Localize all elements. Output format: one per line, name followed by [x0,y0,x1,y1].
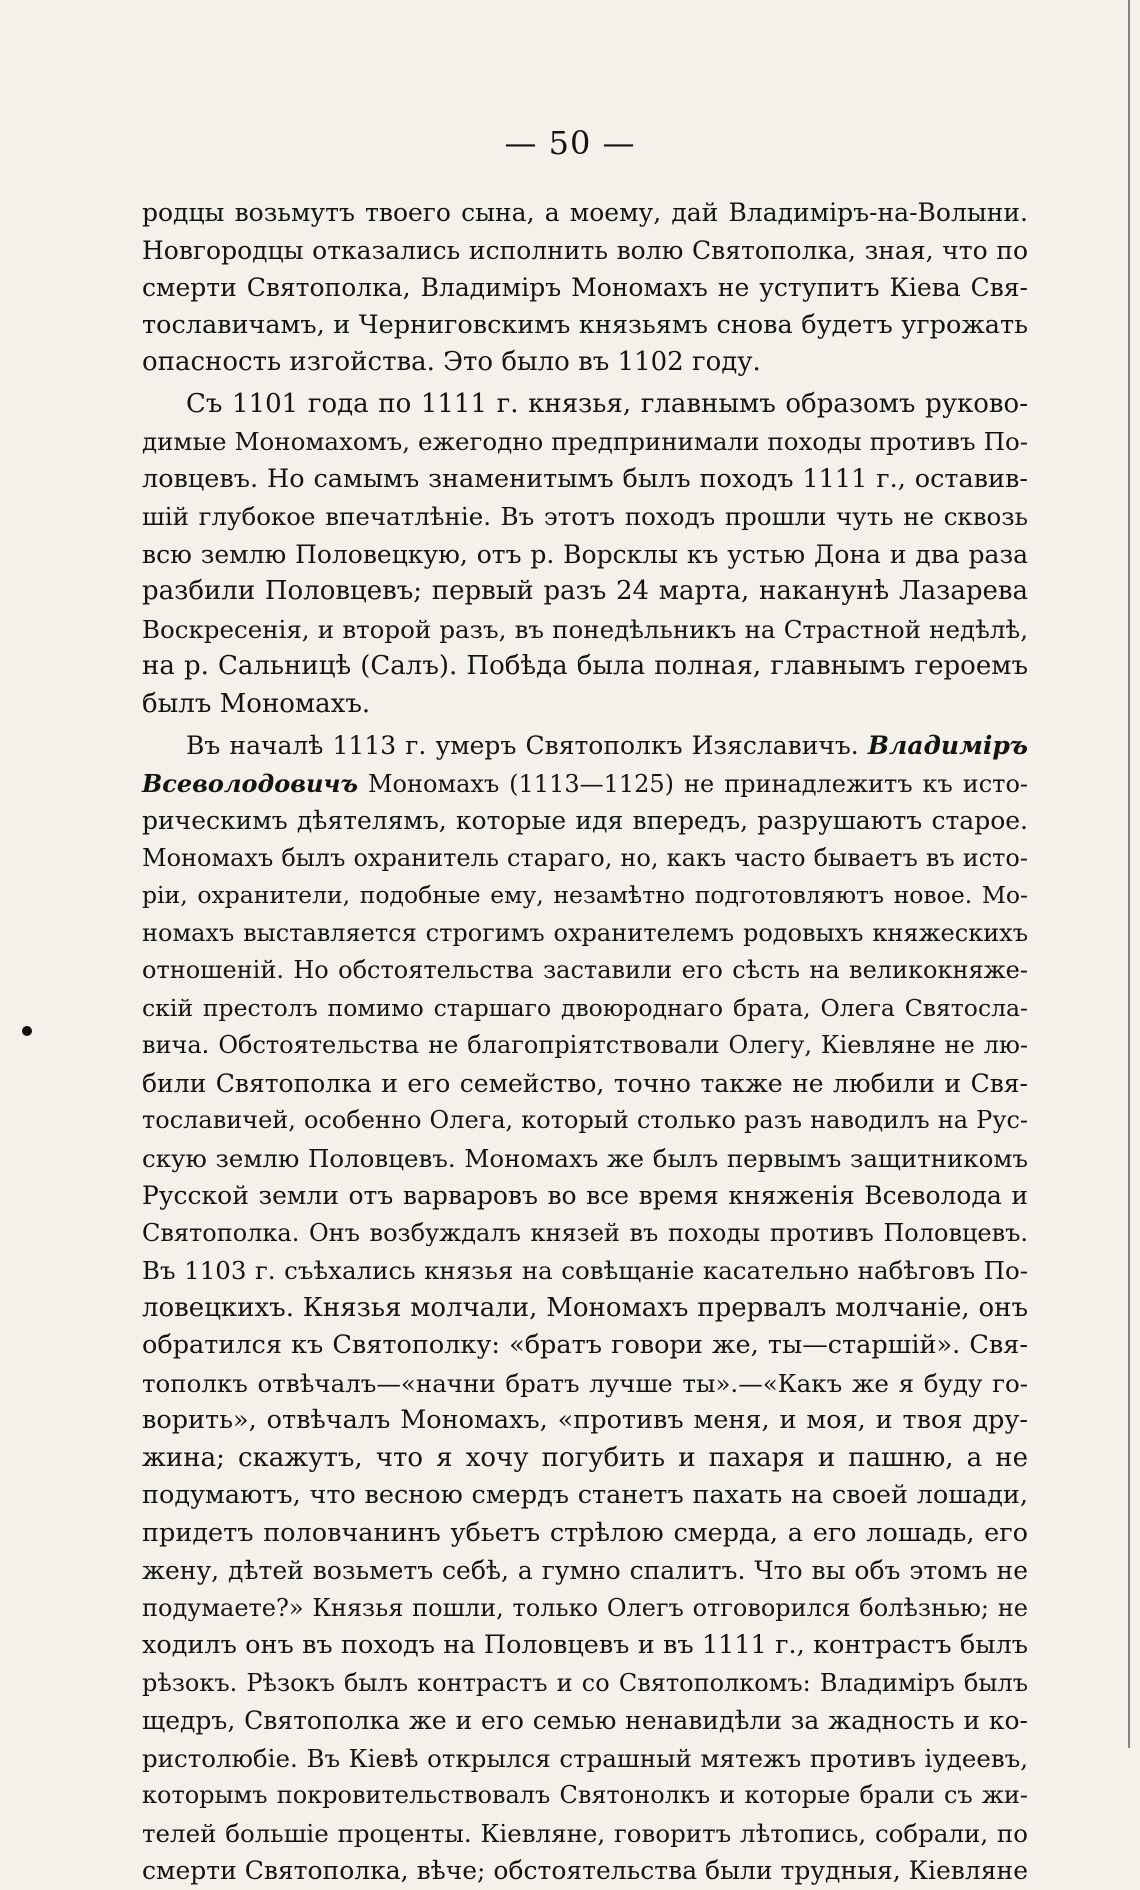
text-line: подумаютъ, что весною смердъ станетъ пахать на своей лошади, [142,1480,1028,1510]
text-line: разбили Половцевъ; первый разъ 24 марта, наканунѣ Лазарева [142,576,1028,606]
text-line: Мономахъ былъ охранитель стараго, но, какъ часто бываетъ въ исто- [142,843,1028,872]
text-line: на р. Сальницѣ (Салъ). Побѣда была полная, главнымъ героемъ [142,651,1028,681]
text-line: былъ Мономахъ. [142,688,371,719]
text-line: били Святополка и его семейство, точно также не любили и Свя- [142,1068,1028,1098]
text-line: смерти Святополка, Владиміръ Мономахъ не уступитъ Кіева Свя- [142,273,1028,302]
text-line: Въ 1103 г. съѣхались князья на совѣщаніе касательно набѣговъ По- [142,1256,1028,1285]
text-line: которымъ покровительствовалъ Святонолкъ и которые брали съ жи- [142,1781,1028,1809]
margin-ink-dot [22,1026,32,1036]
text-line [142,765,1028,803]
text-line: смерти Святополка, вѣче; обстоятельства были трудныя, Кіевляне [142,1856,1028,1885]
text-line: придетъ половчанинъ убьетъ стрѣлою смерда, а его лошадь, его [142,1517,1028,1548]
text-line: Воскресенія, и второй разъ, въ понедѣльникъ на Страстной недѣлѣ, [142,614,1028,644]
text-line: номахъ выставляется строгимъ охранителемъ родовыхъ княжескихъ [142,918,1028,947]
text-line: тополкъ отвѣчалъ—«начни братъ лучше ты».—«Какъ же я буду го- [142,1368,1028,1398]
body-text [142,194,1028,1890]
text-line: опасность изгойства. Это было въ 1102 году. [142,347,761,377]
text-line: Новгородцы отказались исполнить волю Святополка, зная, что по [142,235,1028,265]
text-line [142,727,1028,765]
text-line: рическимъ дѣятелямъ, которые идя впередъ, разрушаютъ старое. [142,806,1028,835]
text-line: ловецкихъ. Князья молчали, Мономахъ прервалъ молчаніе, онъ [142,1292,1028,1323]
text-line: щедръ, Святополка же и его семью ненавидѣли за жадность и ко- [142,1706,1028,1735]
line-text: Мономахъ (1113—1125) не принадлежитъ къ исто- [358,769,1028,798]
text-line: тославичамъ, и Черниговскимъ князьямъ снова будетъ угрожать [142,309,1028,340]
page-number: — 50 — [504,124,636,162]
text-line: подумаете?» Князья пошли, только Олегъ отговорился болѣзнью; не [142,1593,1028,1622]
text-line: всю землю Половецкую, отъ р. Ворсклы къ устью Дона и два раза [142,539,1028,569]
text-line: Святополка. Онъ возбуждалъ князей въ походы противъ Половцевъ. [142,1218,1028,1247]
text-line: тославичей, особенно Олега, который столько разъ наводилъ на Рус- [142,1106,1028,1134]
text-line: Съ 1101 года по 1111 г. князья, главнымъ образомъ руково- [186,388,1028,419]
text-line: димые Мономахомъ, ежегодно предпринимали походы противъ По- [142,427,1028,456]
page-edge-shadow [1128,0,1130,1748]
text-line: телей большіе проценты. Кіевляне, говоритъ лѣтопись, собрали, по [142,1818,1028,1848]
text-line: шій глубокое впечатлѣніе. Въ этотъ походъ прошли чуть не сквозь [142,502,1028,531]
emphasized-name: Владиміръ [867,731,1028,760]
text-line: ріи, охранители, подобные ему, незамѣтно подготовляютъ новое. Мо- [142,881,1028,909]
text-line: рѣзокъ. Рѣзокъ былъ контрастъ и со Святополкомъ: Владиміръ былъ [142,1668,1028,1697]
text-line: скую землю Половцевъ. Мономахъ же былъ первымъ защитникомъ [142,1143,1028,1173]
line-text: Въ началѣ 1113 г. умеръ Святополкъ Изяславичъ. [186,731,868,760]
text-line: скій престолъ помимо старшаго двоюроднаго брата, Олега Святосла- [142,993,1028,1022]
text-line: отношеній. Но обстоятельства заставили его сѣсть на великокняже- [142,956,1028,984]
text-line: Русской земли отъ варваровъ во все время княженія Всеволода и [142,1181,1028,1210]
text-line: обратился къ Святополку: «братъ говори же, ты—старшій». Свя- [142,1330,1028,1360]
text-line: жина; скажутъ, что я хочу погубить и пахаря и пашню, а не [142,1442,1028,1473]
text-line: вича. Обстоятельства не благопріятствовали Олегу, Кіевляне не лю- [142,1031,1028,1059]
text-line: родцы возьмутъ твоего сына, а моему, дай Владиміръ-на-Волыни. [142,198,1028,227]
emphasized-name: Всеволодовичъ [142,768,359,798]
text-line: ходилъ онъ въ походъ на Половцевъ и въ 1111 г., контрастъ былъ [142,1630,1028,1660]
text-line: ловцевъ. Но самымъ знаменитымъ былъ походъ 1111 г., оставив- [142,463,1028,494]
text-line: ристолюбіе. Въ Кіевѣ открылся страшный мятежъ противъ іудеевъ, [142,1743,1028,1773]
text-line: жену, дѣтей возьметъ себѣ, а гумно спалитъ. Что вы объ этомъ не [142,1556,1028,1585]
text-line: ворить», отвѣчалъ Мономахъ, «противъ меня, и моя, и твоя дру- [142,1405,1028,1435]
